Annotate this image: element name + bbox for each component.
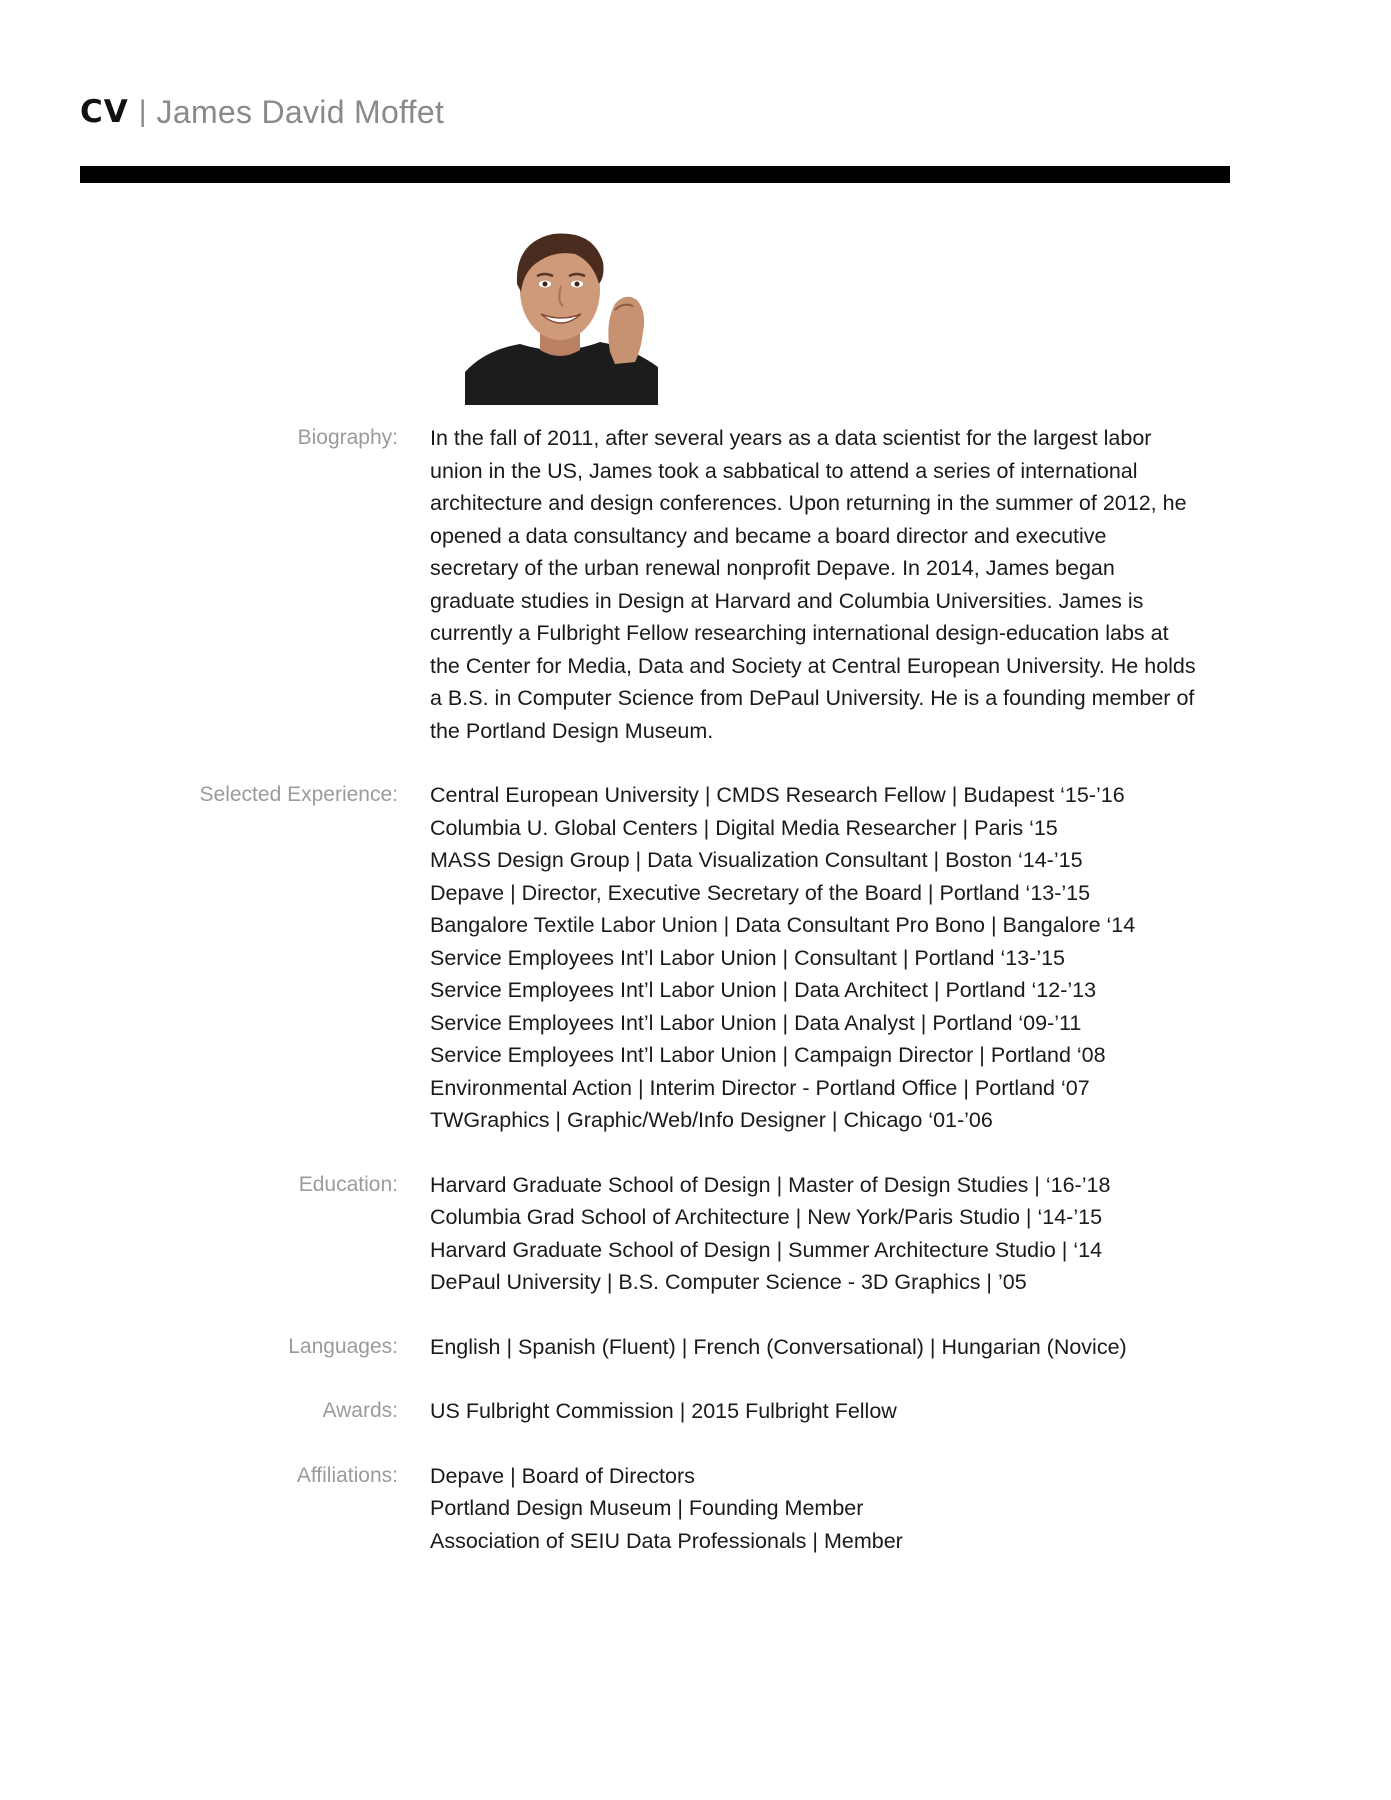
education-item: Columbia Grad School of Architecture | New York/Paris Studio | ‘14-’15 xyxy=(430,1205,1103,1229)
affiliations-section xyxy=(0,1460,1391,1558)
portrait-photo xyxy=(465,222,658,405)
affiliations-item: Association of SEIU Data Professionals | Member xyxy=(430,1528,903,1553)
biography-label: Biography: xyxy=(297,426,398,449)
affiliations-item: Portland Design Museum | Founding Member xyxy=(430,1496,864,1520)
cv-body xyxy=(0,422,1391,1589)
experience-item: Depave | Director, Executive Secretary of the Board | Portland ‘13-’15 xyxy=(430,880,1091,905)
experience-item: TWGraphics | Graphic/Web/Info Designer | Chicago ‘01-’06 xyxy=(430,1108,993,1132)
biography-section xyxy=(0,422,1391,747)
experience-item: Environmental Action | Interim Director - Portland Office | Portland ‘07 xyxy=(430,1075,1090,1100)
biography-text: In the fall of 2011, after several years as a data scientist for the largest labor union in the US, James took a sabbatical to attend a series of international architecture and design conferences. Upon returning in the summer of 2012, he opened a data consultancy and became a board director and executive secretary of the urban renewal nonprofit Depave. In 2014, James began graduate studies in Design at Harvard and Columbia Universities. James is currently a Fulbright Fellow researching international design-education labs at the Center for Media, Data and Society at Central European University. He holds a B.S. in Computer Science from DePaul University. He is a founding member of the Portland Design Museum. xyxy=(430,426,1196,743)
education-item: Harvard Graduate School of Design | Summer Architecture Studio | ‘14 xyxy=(430,1237,1103,1262)
person-name: James David Moffet xyxy=(156,93,445,130)
affiliations-item: Depave | Board of Directors xyxy=(430,1463,695,1488)
affiliations-label: Affiliations: xyxy=(296,1463,398,1487)
languages-section xyxy=(0,1331,1391,1364)
awards-label: Awards: xyxy=(322,1399,398,1422)
header-rule xyxy=(80,166,1230,183)
languages-label: Languages: xyxy=(288,1334,398,1358)
experience-item: Bangalore Textile Labor Union | Data Consultant Pro Bono | Bangalore ‘14 xyxy=(430,913,1136,937)
experience-item: Service Employees Int’l Labor Union | Consultant | Portland ‘13-’15 xyxy=(430,945,1066,970)
experience-label: Selected Experience: xyxy=(199,783,398,806)
education-label: Education: xyxy=(298,1172,398,1196)
experience-item: MASS Design Group | Data Visualization Consultant | Boston ‘14-’15 xyxy=(430,848,1083,872)
experience-item: Service Employees Int’l Labor Union | Data Architect | Portland ‘12-’13 xyxy=(430,978,1097,1002)
document-header xyxy=(80,90,444,134)
experience-item: Central European University | CMDS Research Fellow | Budapest ‘15-’16 xyxy=(430,783,1125,807)
education-item: DePaul University | B.S. Computer Science - 3D Graphics | ’05 xyxy=(430,1270,1027,1294)
languages-item: English | Spanish (Fluent) | French (Conversational) | Hungarian (Novice) xyxy=(430,1334,1127,1359)
awards-item: US Fulbright Commission | 2015 Fulbright Fellow xyxy=(430,1399,897,1423)
experience-item: Columbia U. Global Centers | Digital Media Researcher | Paris ‘15 xyxy=(430,815,1058,840)
experience-item: Service Employees Int’l Labor Union | Data Analyst | Portland ‘09-’11 xyxy=(430,1010,1082,1035)
experience-item: Service Employees Int’l Labor Union | Campaign Director | Portland ‘08 xyxy=(430,1043,1106,1067)
experience-section xyxy=(0,779,1391,1137)
header-separator: | xyxy=(138,95,147,128)
awards-section xyxy=(0,1395,1391,1428)
education-section xyxy=(0,1169,1391,1299)
cv-mark: CV xyxy=(80,94,129,130)
education-item: Harvard Graduate School of Design | Master of Design Studies | ‘16-’18 xyxy=(430,1172,1111,1197)
